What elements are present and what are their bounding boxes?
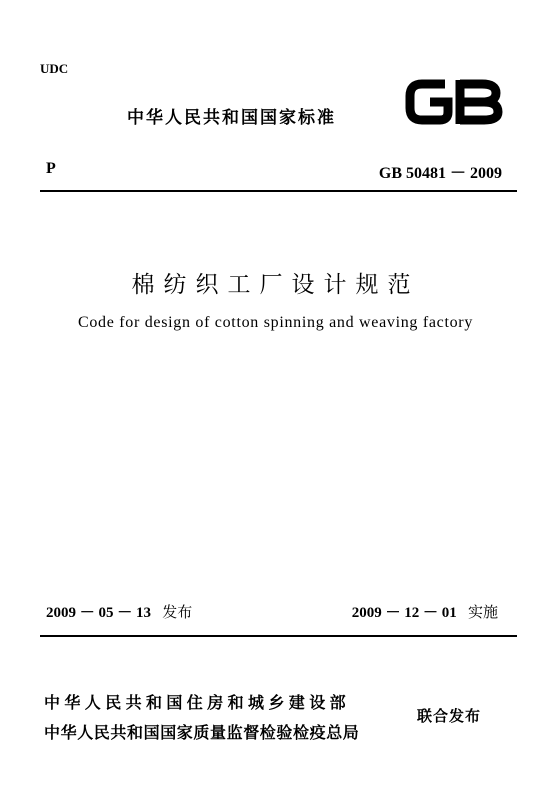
issue-date-value: 2009 － 05 － 13 [46, 605, 152, 621]
gb-logo-icon [404, 74, 504, 130]
bottom-divider [40, 635, 517, 637]
top-divider [40, 190, 517, 192]
issuer-aqsiq: 中华人民共和国国家质量监督检验检疫总局 [44, 723, 360, 742]
implement-date [352, 601, 498, 622]
category-code: P [46, 160, 56, 177]
issue-label: 发布 [162, 603, 193, 621]
implement-date-value: 2009 － 12 － 01 [351, 605, 457, 621]
issuer-mohurd: 中华人民共和国住房和城乡建设部 [44, 693, 351, 712]
standard-number: GB 50481 － 2009 [378, 165, 502, 182]
national-standard-title: 中华人民共和国国家标准 [127, 108, 336, 128]
joint-issue-label: 联合发布 [417, 707, 482, 725]
document-title-cn: 棉纺织工厂设计规范 [131, 272, 420, 298]
document-title-en: Code for design of cotton spinning and weaving factory [77, 314, 474, 331]
udc-label: UDC [40, 61, 69, 76]
issue-date [46, 601, 192, 622]
implement-label: 实施 [467, 603, 498, 621]
